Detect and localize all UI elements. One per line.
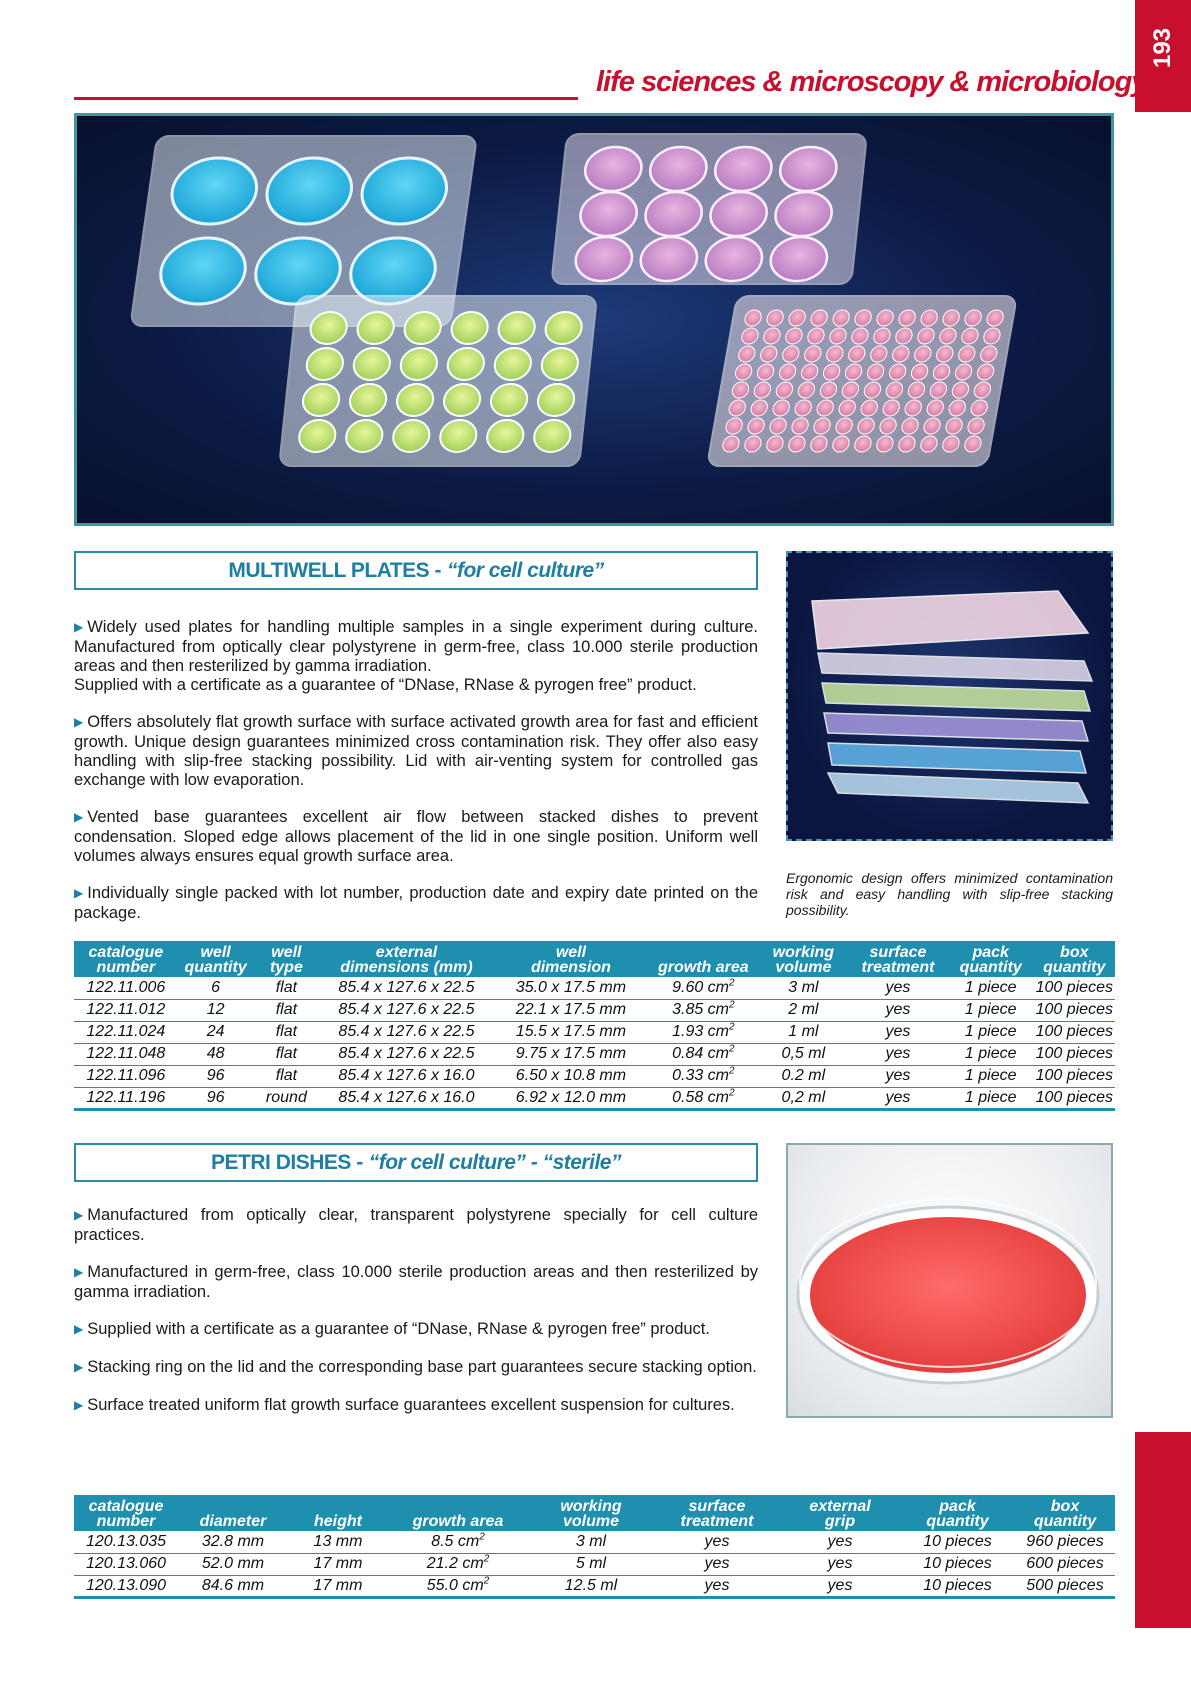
table-row: 120.13.035 32.8 mm 13 mm 8.5 $cm^2$ 3 ml yes yes 10 pieces 960 pieces: [74, 1531, 1115, 1553]
table-row: 120.13.060 52.0 mm 17 mm 21.2 $cm^2$ 5 ml yes yes 10 pieces 600 pieces: [74, 1553, 1115, 1575]
bullet-arrow-icon: ▶: [74, 715, 84, 729]
column-header: external dimensions (mm): [340, 944, 473, 976]
column-header: surface treatment: [680, 1498, 754, 1530]
column-header: external grip: [809, 1498, 871, 1530]
bullet-arrow-icon: ▶: [74, 1398, 84, 1412]
header-title: life sciences & microscopy & microbiology: [596, 66, 1147, 98]
table-row: 122.11.048 48 flat 85.4 x 127.6 x 22.5 9.75 x 17.5 mm 0.84 $cm^2$ 0,5 ml yes 1 piece 100 pieces: [74, 1043, 1115, 1065]
column-header: growth area: [657, 959, 749, 976]
column-header: box quantity: [1033, 1498, 1097, 1530]
table-row: 122.11.012 12 flat 85.4 x 127.6 x 22.5 22.1 x 17.5 mm 3.85 $cm^2$ 2 ml yes 1 piece 100 pieces: [74, 999, 1115, 1021]
multiwell-section-title: [74, 551, 758, 590]
column-header: box quantity: [1043, 944, 1106, 976]
table-row: 122.11.006 6 flat 85.4 x 127.6 x 22.5 35.0 x 17.5 mm 9.60 $cm^2$ 3 ml yes 1 piece 100 pieces: [74, 977, 1115, 999]
bullet-arrow-icon: ▶: [74, 1208, 84, 1222]
column-header: height: [314, 1513, 362, 1530]
column-header: pack quantity: [959, 944, 1022, 976]
multiwell-plates-photo: [74, 113, 1114, 526]
petri-dish-photo: [786, 1143, 1113, 1418]
multiwell-subtitle: “for cell culture”: [446, 558, 604, 582]
petri-dish-illustration: [788, 1145, 1111, 1416]
column-header: growth area: [412, 1513, 504, 1530]
bullet-arrow-icon: ▶: [74, 810, 84, 824]
multiwell-description: ▶ Widely used plates for handling multiple samples in a single experiment during culture. Manufactured from optically clear polystyrene in germ-free, class 10.000 sterile production areas and then resterilized by gamma irradiation. Supplied with a certificate as a guarantee of “DNase, RNase & pyrogen free” product. ▶ Offers absolutely flat growth surface with surface activated growth area for fast and efficient growth. Unique design guarantees minimized cross contamination risk. They offer also easy handling with slip-free stacking possibility. Lid with air-venting system for controlled gas exchange with low evaporation. ▶ Vented base guarantees excellent air flow between stacked dishes to prevent condensation. Sloped edge allows placement of the lid in one single position. Uniform well volumes always ensures equal growth surface area. ▶ Individually single packed with lot number, production date and expiry date printed on the package.: [74, 618, 758, 922]
column-header: pack quantity: [926, 1498, 989, 1530]
petri-spec-table: [74, 1495, 1115, 1599]
column-header: working volume: [560, 1498, 622, 1530]
bullet-arrow-icon: ▶: [74, 1322, 84, 1336]
multiwell-spec-table: [74, 941, 1115, 1111]
table-row: 122.11.096 96 flat 85.4 x 127.6 x 16.0 6.50 x 10.8 mm 0.33 $cm^2$ 0.2 ml yes 1 piece 100 pieces: [74, 1065, 1115, 1087]
bullet-arrow-icon: ▶: [74, 1265, 84, 1279]
column-header: diameter: [199, 1513, 267, 1530]
table-header-row: [74, 941, 1115, 977]
column-header: surface treatment: [861, 944, 935, 976]
stacked-plates-illustration: [788, 553, 1111, 839]
bullet-arrow-icon: ▶: [74, 886, 84, 900]
table-row: 122.11.196 96 round 85.4 x 127.6 x 16.0 6.92 x 12.0 mm 0.58 $cm^2$ 0,2 ml yes 1 piece 100 pieces: [74, 1087, 1115, 1109]
bullet-arrow-icon: ▶: [74, 620, 84, 634]
bullet-arrow-icon: ▶: [74, 1360, 84, 1374]
petri-section-title: [74, 1143, 758, 1182]
table-row: 120.13.090 84.6 mm 17 mm 55.0 $cm^2$ 12.5 ml yes yes 10 pieces 500 pieces: [74, 1575, 1115, 1597]
petri-title: PETRI DISHES -: [211, 1150, 363, 1174]
stacked-plates-photo: [786, 551, 1113, 841]
petri-description: ▶ Manufactured from optically clear, transparent polystyrene specially for cell culture practices. ▶ Manufactured in germ-free, class 10.000 sterile production areas and then resterilized by gamma irradiation. ▶ Supplied with a certificate as a guarantee of “DNase, RNase & pyrogen free” product. ▶ Stacking ring on the lid and the corresponding base part guarantees secure stacking option. ▶ Surface treated uniform flat growth surface guarantees excellent suspension for cultures.: [74, 1206, 758, 1414]
stacked-plates-caption: Ergonomic design offers minimized contamination risk and easy handling with slip-free stacking possibility.: [786, 870, 1113, 918]
multiwell-title: MULTIWELL PLATES -: [228, 558, 441, 582]
column-header: working volume: [772, 944, 834, 976]
header-rule: [74, 97, 578, 100]
table-row: 122.11.024 24 flat 85.4 x 127.6 x 22.5 15.5 x 17.5 mm 1.93 $cm^2$ 1 ml yes 1 piece 100 pieces: [74, 1021, 1115, 1043]
column-header: catalogue number: [88, 1498, 164, 1530]
column-header: well type: [269, 944, 303, 976]
column-header: well dimension: [530, 944, 611, 976]
column-header: catalogue number: [88, 944, 164, 976]
multiwell-plates-illustration: [77, 116, 1111, 523]
column-header: well quantity: [184, 944, 247, 976]
table-header-row: [74, 1495, 1115, 1531]
petri-subtitle: “for cell culture” - “sterile”: [368, 1150, 621, 1174]
page-number: 193: [1149, 27, 1176, 69]
side-tab: [1135, 1432, 1191, 1628]
